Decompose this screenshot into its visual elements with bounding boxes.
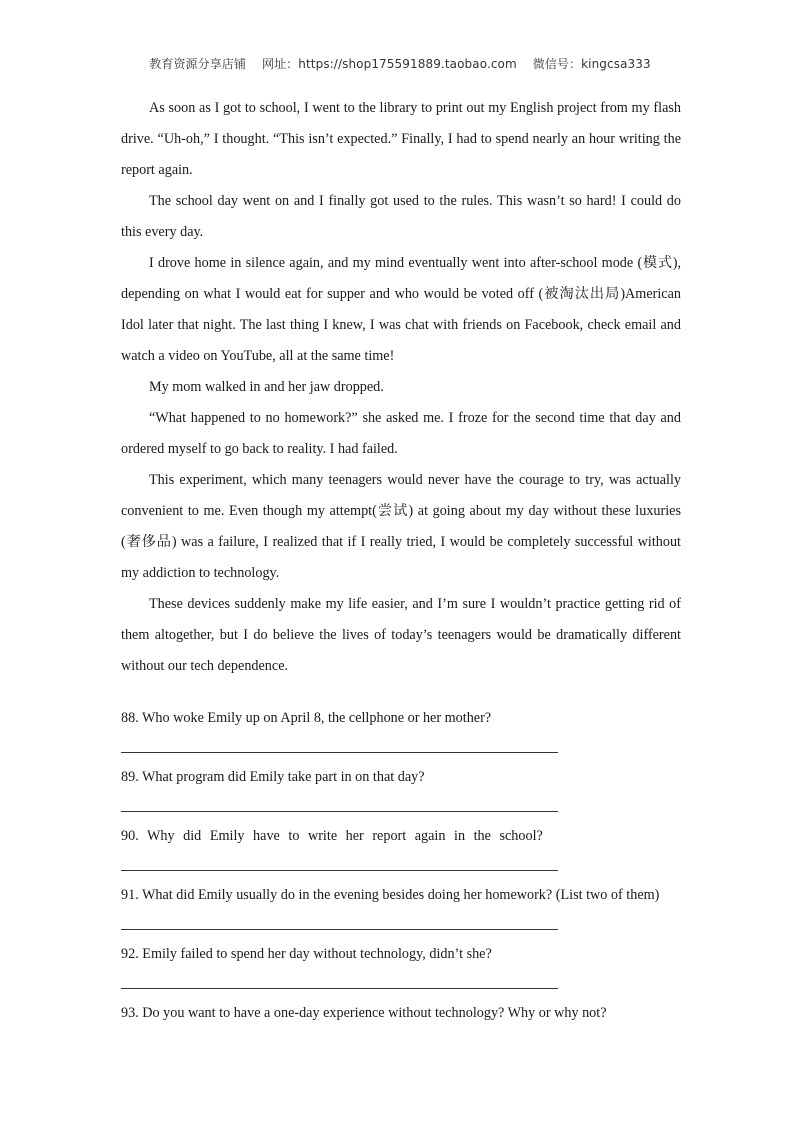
- wechat-id: 微信号：kingcsa333: [532, 57, 651, 71]
- paragraph: I drove home in silence again, and my mind eventually went into after-school mode (模式), depending on what I would eat for supper and who would be voted off (被淘汰出局)American Idol later that night. The last thing I knew, I was chat with friends on Facebook, check email and watch a video on YouTube, all at the same time!: [121, 255, 681, 364]
- question-text: 91. What did Emily usually do in the evening besides doing her homework? (List two of them): [121, 887, 660, 903]
- question-text: 90. Why did Emily have to write her report again in the school?: [121, 828, 543, 844]
- question-item: [121, 762, 681, 821]
- paragraph: My mom walked in and her jaw dropped.: [149, 379, 384, 395]
- paragraph: “What happened to no homework?” she asked me. I froze for the second time that day and ordered myself to go back to reality. I had failed.: [121, 410, 681, 457]
- answer-line[interactable]: [121, 870, 558, 871]
- question-item: [121, 939, 681, 998]
- shop-name: 教育资源分享店铺: [149, 57, 247, 71]
- question-list: [121, 703, 681, 1057]
- paragraph: This experiment, which many teenagers would never have the courage to try, was actually convenient to me. Even though my attempt(尝试) at going about my day without these luxuries (奢侈品) was a failure, I realized that if I really tried, I would be completely successful without my addiction to technology.: [121, 472, 681, 581]
- question-text: 93. Do you want to have a one-day experience without technology? Why or why not?: [121, 1005, 607, 1021]
- question-text: 88. Who woke Emily up on April 8, the cellphone or her mother?: [121, 710, 492, 726]
- shop-url[interactable]: 网址：https://shop175591889.taobao.com: [261, 57, 517, 71]
- page-header: [0, 55, 800, 72]
- question-item: [121, 998, 681, 1057]
- question-text: 92. Emily failed to spend her day without technology, didn’t she?: [121, 946, 492, 962]
- answer-line[interactable]: [121, 929, 558, 930]
- answer-line[interactable]: [121, 988, 558, 989]
- paragraph: The school day went on and I finally got used to the rules. This wasn’t so hard! I could do this every day.: [121, 193, 681, 240]
- reading-passage: [121, 93, 681, 682]
- answer-line[interactable]: [121, 752, 558, 753]
- paragraph: As soon as I got to school, I went to the library to print out my English project from my flash drive. “Uh-oh,” I thought. “This isn’t expected.” Finally, I had to spend nearly an hour writing the report again.: [121, 100, 681, 178]
- answer-line[interactable]: [121, 811, 558, 812]
- question-item: [121, 880, 681, 939]
- paragraph: These devices suddenly make my life easier, and I’m sure I wouldn’t practice getting rid of them altogether, but I do believe the lives of today’s teenagers would be dramatically different without our tech dependence.: [121, 596, 681, 674]
- question-text: 89. What program did Emily take part in on that day?: [121, 769, 425, 785]
- question-item: [121, 703, 681, 762]
- question-item: [121, 821, 681, 880]
